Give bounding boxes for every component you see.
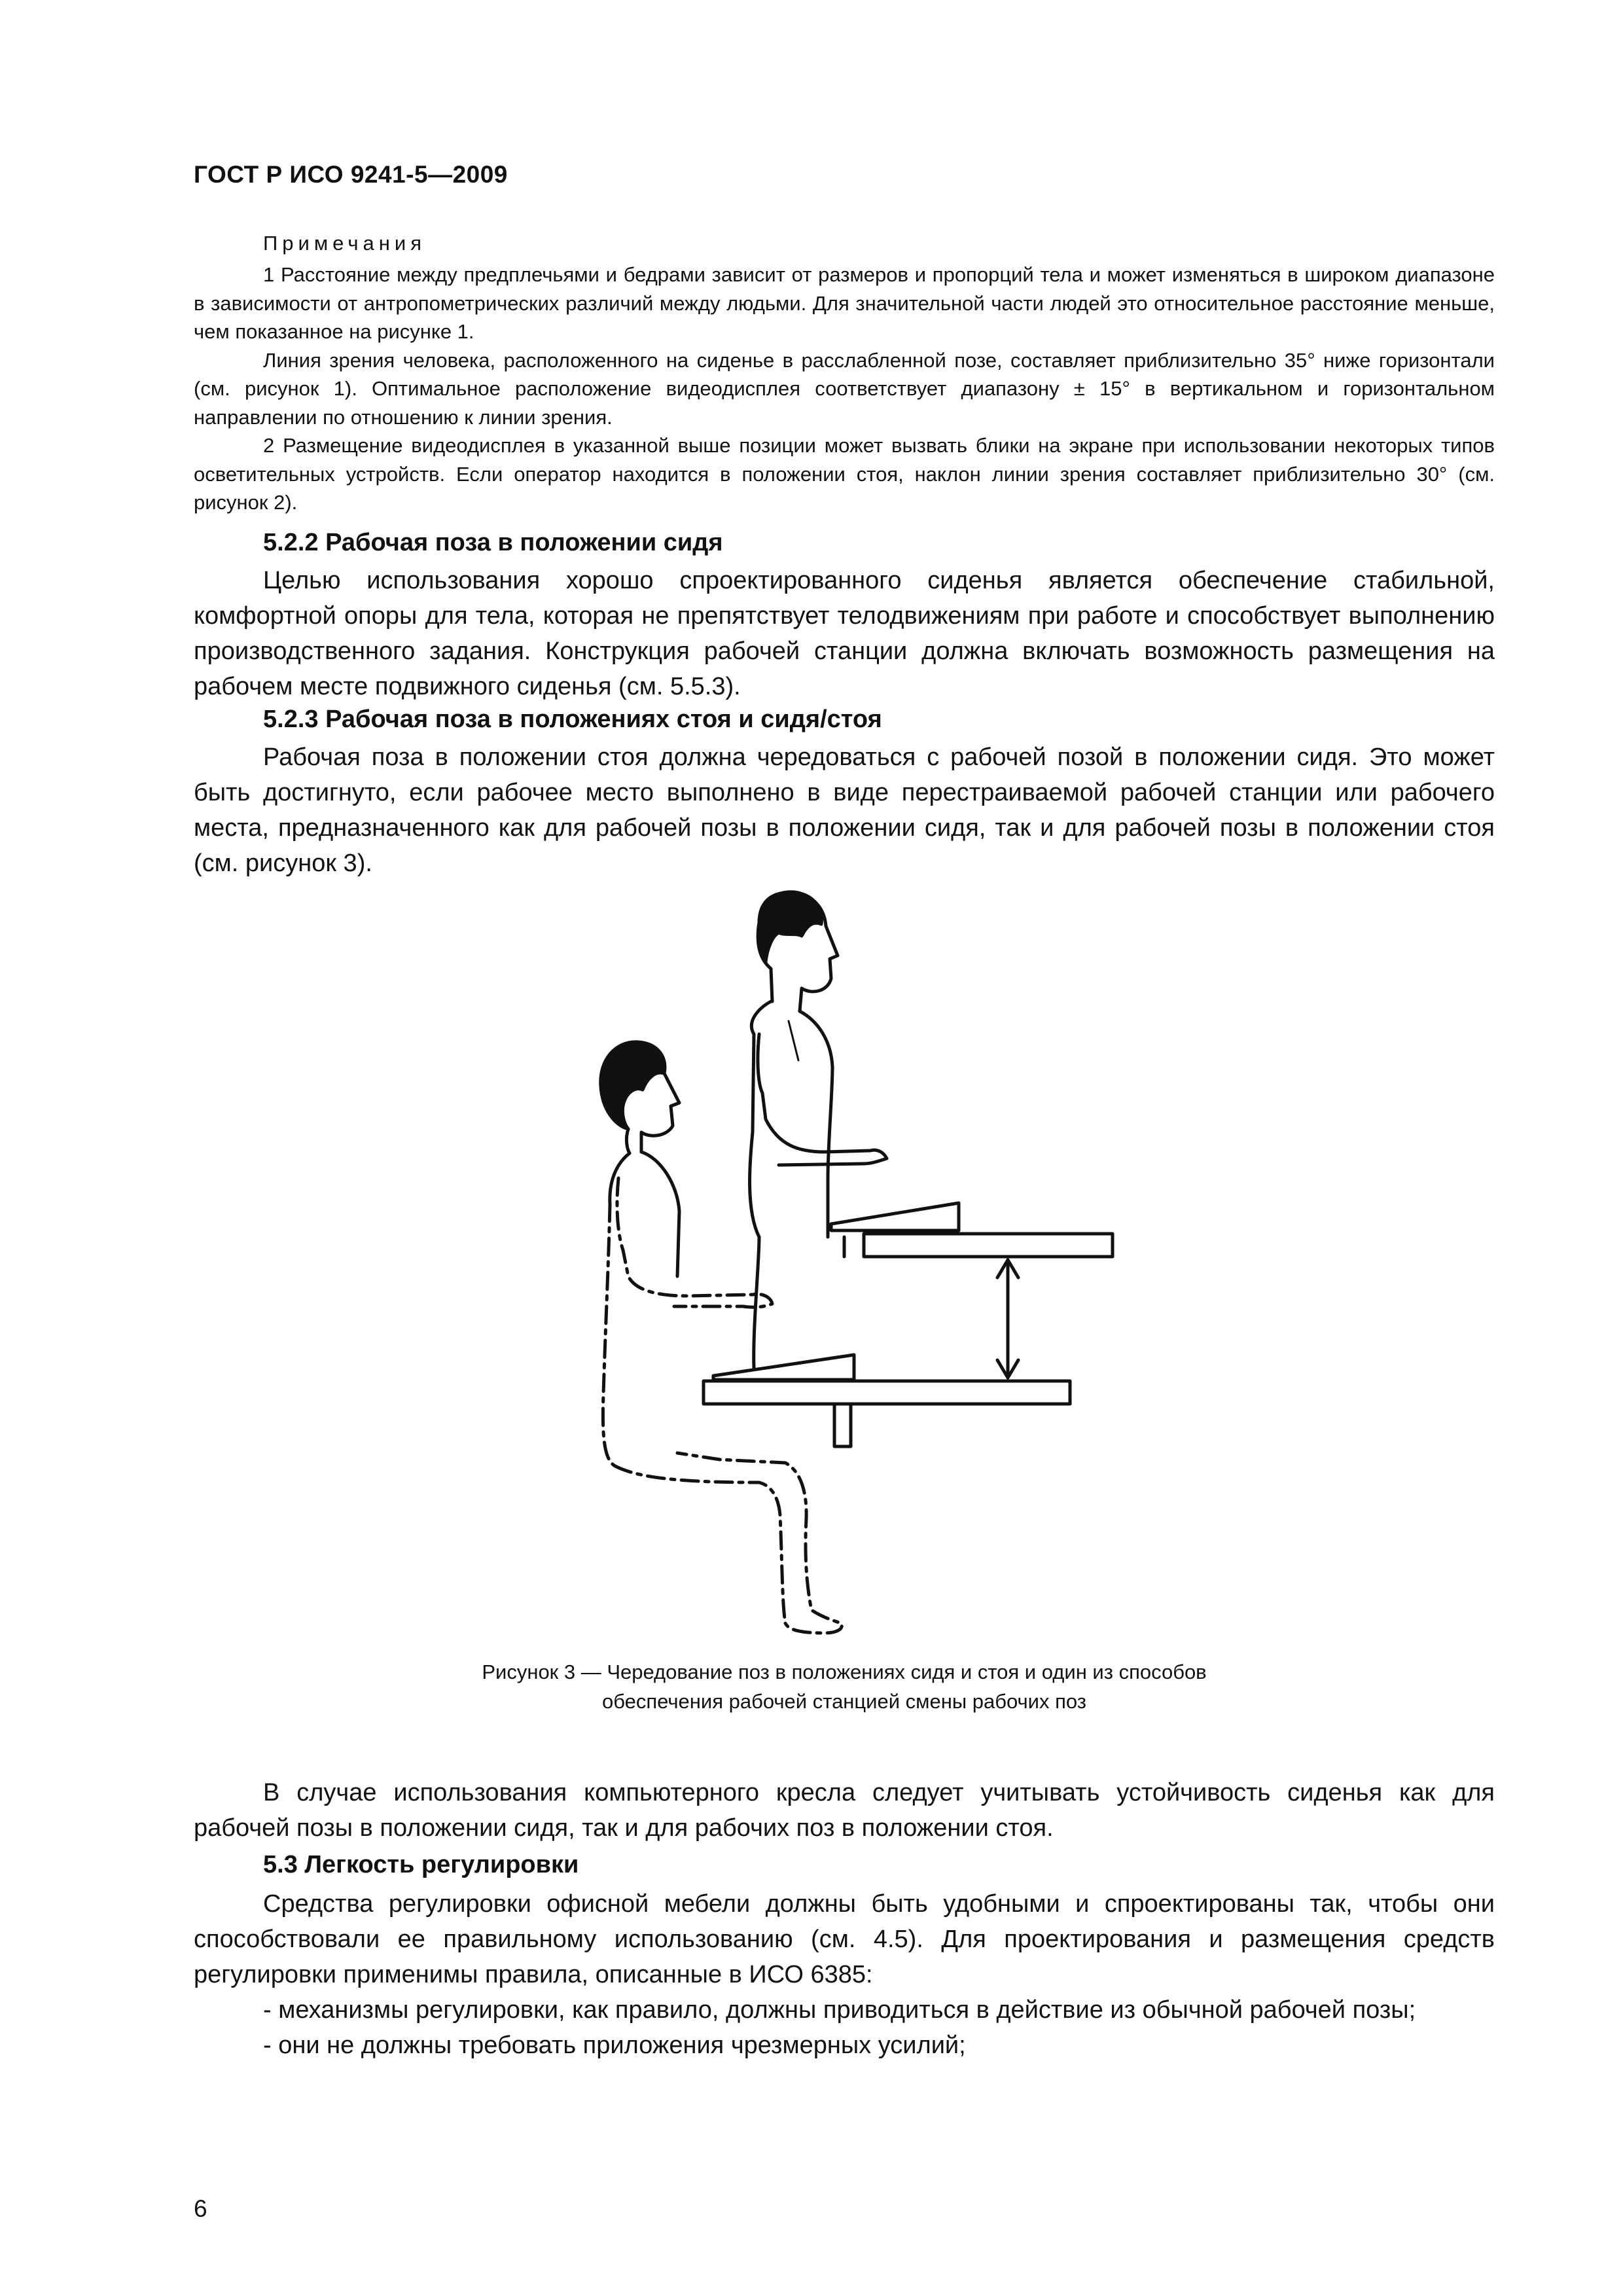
- section-heading-5-3: 5.3 Легкость регулировки: [263, 1851, 579, 1878]
- paragraph-after-figure: В случае использования компьютерного кресла следует учитывать устойчивость сиденья как для рабочей позы в положении сидя, так и для рабочих поз в положении стоя.: [194, 1779, 1495, 1842]
- list-item: - они не должны требовать приложения чрезмерных усилий;: [263, 2032, 966, 2059]
- document-header: ГОСТ Р ИСО 9241-5—2009: [194, 161, 508, 188]
- note-1: 1 Расстояние между предплечьями и бедрами зависит от размеров и пропорций тела и может изменяться в широком диапазоне в зависимости от антропометрических различий между людьми. Для значительной части людей это относительное расстояние меньше, чем показанное на рисунке 1.: [194, 263, 1495, 343]
- caption-line-1: Рисунок 3 — Чередование поз в положениях сидя и стоя и один из способов: [482, 1660, 1207, 1683]
- section-heading-5-2-3: 5.2.3 Рабочая поза в положениях стоя и сидя/стоя: [263, 706, 882, 733]
- section-heading-5-2-2: 5.2.2 Рабочая поза в положении сидя: [263, 529, 723, 556]
- height-adjustment-arrow: [997, 1260, 1018, 1378]
- figure-3-illustration: [563, 870, 1119, 1636]
- upper-desk: [831, 1203, 1113, 1257]
- list-item: - механизмы регулировки, как правило, должны приводиться в действие из обычной рабочей позы;: [263, 1996, 1416, 2024]
- note-1-continued: Линия зрения человека, расположенного на сиденье в расслабленной позе, составляет приблизительно 35° ниже горизонтали (см. рисунок 1). Оптимальное расположение видеодисплея соответствует диапазону ± 15° в вертикальном и горизонтальном направлении по отношению к линии зрения.: [194, 348, 1495, 429]
- section-text-5-2-2: [194, 563, 1495, 704]
- notes-title: Примечания: [263, 232, 426, 255]
- paragraph-5-2-3: Рабочая поза в положении стоя должна чередоваться с рабочей позой в положении сидя. Это может быть достигнуто, если рабочее место выполнено в виде перестраиваемой рабочей станции или рабочего места, предназначенного как для рабочей позы в положении сидя, так и для рабочей позы в положении стоя (см. рисунок 3).: [194, 744, 1495, 877]
- note-2: 2 Размещение видеодисплея в указанной выше позиции может вызвать блики на экране при использовании некоторых типов осветительных устройств. Если оператор находится в положении стоя, наклон линии зрения составляет приблизительно 30° (см. рисунок 2).: [194, 434, 1495, 514]
- after-figure-text: [194, 1775, 1495, 1846]
- seated-person: [601, 1042, 842, 1633]
- caption-line-2: обеспечения рабочей станцией смены рабочих поз: [601, 1690, 1087, 1713]
- paragraph-5-2-2: Целью использования хорошо спроектированного сиденья является обеспечение стабильной, комфортной опоры для тела, которая не препятствует телодвижениям при работе и способствует выполнению производственного задания. Конструкция рабочей станции должна включать возможность размещения на рабочем месте подвижного сиденья (см. 5.5.3).: [194, 567, 1495, 700]
- figure-caption: [194, 1657, 1495, 1716]
- paragraph-5-3: Средства регулировки офисной мебели должны быть удобными и спроектированы так, чтобы они способствовали ее правильному использованию (см. 4.5). Для проектирования и размещения средств регулировки применимы правила, описанные в ИСО 6385:: [194, 1890, 1495, 1988]
- section-text-5-2-3: [194, 740, 1495, 881]
- standing-person: [750, 892, 887, 1368]
- page-number: 6: [194, 2195, 207, 2222]
- section-text-5-3: [194, 1886, 1495, 1992]
- notes-block: [194, 260, 1495, 517]
- requirements-list: [194, 1992, 1495, 2063]
